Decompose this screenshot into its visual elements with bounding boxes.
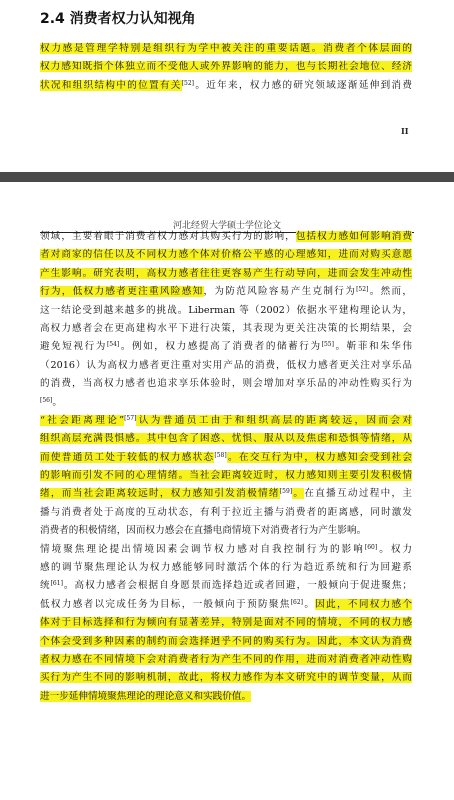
highlighted-text: 进一步延伸情境聚焦理论的理论意义和实践价值。 xyxy=(40,690,252,702)
text-line xyxy=(40,504,412,522)
text-span: 低权力感者以完成任务为目标，一般倾向于预防聚焦 xyxy=(40,598,291,610)
text-line xyxy=(40,357,412,375)
highlighted-text: 。在交互行为中， xyxy=(226,451,316,463)
text-line xyxy=(40,449,412,467)
page-gap-divider xyxy=(0,172,454,182)
text-span: 。例如，权力感提高了消费者的储蓄行为 xyxy=(119,341,322,353)
text-span: 播与消费者处于高度的互动状态，有利于拉近主播与消费者的距离感，同时激发 xyxy=(40,506,412,518)
text-line xyxy=(40,651,412,669)
highlighted-text: 者对商家的信任以及不同权力感个体对价格公平感的心理感知，进而对购买意愿 xyxy=(40,249,412,261)
text-span: 。 xyxy=(52,396,62,408)
text-span: 这一结论受到越来越多的挑战。Liberman 等（2002）依据水平建构理论认为， xyxy=(40,304,412,316)
text-line xyxy=(40,77,412,95)
page-number-mark: II xyxy=(401,126,409,136)
text-span: 。近年来，权力感的研究领域逐渐延伸到消费 xyxy=(194,79,412,91)
text-line xyxy=(40,283,412,301)
highlighted-text: 个体会受到多种因素的制约而会选择迥乎不同的购买行为。因此，本文认为消费 xyxy=(40,635,412,647)
text-line xyxy=(40,302,412,320)
citation-ref: [61] xyxy=(50,580,63,588)
running-header: 河北经贸大学硕士学位论文 xyxy=(172,221,281,231)
citation-ref: [59] xyxy=(279,488,293,496)
text-line xyxy=(40,559,412,577)
highlighted-text: 权力感是管理学特别是组织行为学中被关注的重要话题。消费者个体层面的 xyxy=(40,43,412,54)
text-span: 避免短视行为 xyxy=(40,341,107,353)
text-span: 领域，主要着眼于消费者权力感对其购买行为的影响， xyxy=(40,231,296,242)
text-line xyxy=(40,596,412,614)
highlighted-text: 权力感知既指个体独立而不受他人或外界影响的能力，也与长期社会地位、经济 xyxy=(40,61,412,73)
text-line xyxy=(40,669,412,687)
text-line xyxy=(40,228,412,246)
text-span: 。靳菲和朱华伟 xyxy=(333,341,412,353)
highlighted-text: 的影响而引发不同的心理情绪。当社会距离较近时，权力感知则主要引发积极情 xyxy=(40,470,412,482)
text-span: 。高权力感者会根据自身愿景而选择趋近或者回避，一般倾向于促进聚焦； xyxy=(62,580,412,592)
citation-ref: [55] xyxy=(321,341,334,349)
text-line xyxy=(40,577,412,595)
highlighted-text: 组织高层充满畏惧感。其中包含了困惑、忧惧、服从以及焦虑和恐惧等情绪，从 xyxy=(40,433,412,445)
text-line xyxy=(40,375,412,393)
citation-ref: [62] xyxy=(290,598,304,606)
text-line xyxy=(40,40,412,58)
citation-ref: [58] xyxy=(214,451,227,459)
text-line xyxy=(40,58,412,76)
text-line xyxy=(40,320,412,338)
text-span: ，为防范风险容易产生克制行为 xyxy=(203,286,357,298)
highlighted-text: 行为，低权力感者更注重风险感知 xyxy=(40,286,204,298)
text-line xyxy=(40,614,412,632)
highlighted-text: 状况和组织结构中的位置有关 xyxy=(40,79,182,91)
text-span: 。权力 xyxy=(377,543,412,555)
text-span: （2016）认为高权力感者更注重对实用产品的消费，低权力感者更关注对享乐品 xyxy=(40,359,412,371)
highlighted-text: 认为普通员工由于和组织高层的距离较远，因而会对 xyxy=(136,414,412,426)
highlighted-text: 。 xyxy=(292,488,305,500)
text-line xyxy=(40,265,412,283)
page1-body-text xyxy=(40,40,412,95)
text-line xyxy=(40,522,412,540)
highlighted-text: “社会距离理论” xyxy=(40,414,125,426)
text-span: 的消费，当高权力感者也追求享乐体验时，则会增加对享乐品的冲动性购买行为 xyxy=(40,378,412,390)
highlighted-text: 者权力感在不同情境下会对消费者行为产生不同的作用，进而对消费者冲动性购 xyxy=(40,653,412,665)
text-span: 统 xyxy=(40,580,51,592)
citation-ref: [56] xyxy=(40,396,53,404)
highlighted-text: 绪，而当社会距离较远时，权力感知引发消极情绪 xyxy=(40,488,280,500)
highlighted-text: 买行为产生不同的影响机制，故此，将权力感作为本文研究中的调节变量，从而 xyxy=(40,672,412,684)
highlighted-text: 产生影响。研究表明，高权力感者往往更容易产生行动导向，进而会发生冲动性 xyxy=(40,267,412,279)
text-line xyxy=(40,394,412,412)
text-line xyxy=(40,412,412,430)
text-line xyxy=(40,485,412,503)
highlighted-text: 而使普通员工处于较低的权力感状态 xyxy=(40,451,215,463)
citation-ref: [60] xyxy=(364,543,378,551)
text-span: 感的调节聚焦理论认为权力感能够同时激活个体的行为趋近系统和行为回避系 xyxy=(40,562,412,574)
citation-ref: [57] xyxy=(124,414,137,422)
text-span: 。然而， xyxy=(368,286,412,298)
citation-ref: [52] xyxy=(181,79,195,87)
text-line xyxy=(40,338,412,356)
citation-ref: [52] xyxy=(356,286,369,294)
highlighted-text: 包括权力感如何影响消费 xyxy=(295,231,412,242)
highlighted-text: 体对于目标选择和行为倾向有显著差异，特别是面对不同的情境，不同的权力感 xyxy=(40,617,412,629)
section-heading: 2.4 消费者权力认知视角 xyxy=(40,11,196,27)
text-line xyxy=(40,246,412,264)
text-span: 。 xyxy=(303,598,316,610)
text-span: 情境聚焦理论提出情境因素会调节权力感对自我控制行为的影响 xyxy=(40,543,365,555)
text-line xyxy=(40,430,412,448)
page2-body-text xyxy=(40,228,412,706)
text-span: 消费者的积极情绪，因而权力感会在直播电商情境下对消费者行为产生影响。 xyxy=(40,525,367,537)
text-line xyxy=(40,467,412,485)
text-line xyxy=(40,688,412,706)
text-span: 高权力感者会在更高建构水平下进行决策，其表现为更关注决策的长期结果，会 xyxy=(40,322,412,334)
highlighted-text: 权力感知会受到社会 xyxy=(315,451,412,463)
highlighted-text: 因此，不同权力感个 xyxy=(315,598,412,610)
text-line xyxy=(40,633,412,651)
text-line xyxy=(40,541,412,559)
document-page-lower xyxy=(0,182,454,800)
document-page-upper xyxy=(0,0,454,172)
text-span: 在直播互动过程中，主 xyxy=(304,488,412,500)
citation-ref: [54] xyxy=(106,341,120,349)
